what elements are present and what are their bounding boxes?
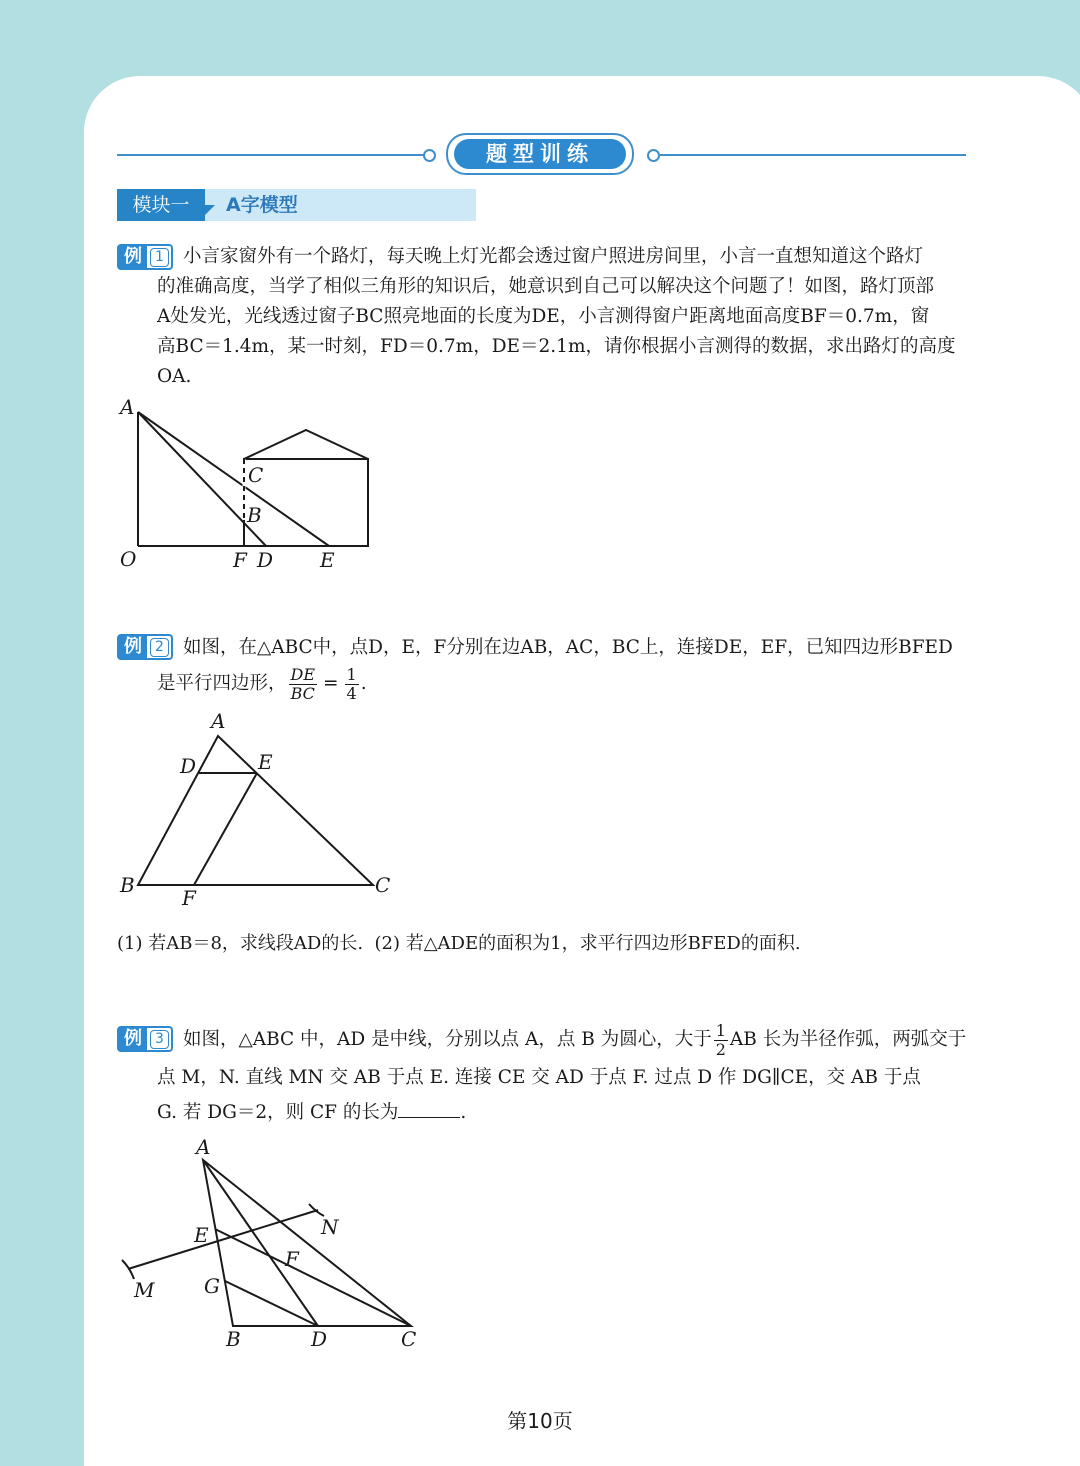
example-3-number: 3 (150, 1030, 169, 1049)
fig3-label-f: F (285, 1247, 299, 1271)
median-ad (203, 1160, 318, 1326)
segment-ef (194, 773, 257, 885)
fig2-label-c: C (375, 873, 391, 897)
module-title: A字模型 (226, 194, 298, 216)
line-ce (215, 1229, 411, 1326)
example-3-line-3 (157, 1099, 466, 1125)
header-rule-right (659, 154, 966, 156)
fig1-label-f: F (233, 548, 247, 572)
header-dot-right (647, 149, 660, 162)
fraction-one-fourth-numerator: 1 (346, 664, 357, 684)
example-2-line-2 (157, 662, 367, 706)
fig3-label-m: M (134, 1278, 155, 1302)
example-2-question: (1) 若AB＝8，求线段AD的长. (2) 若△ADE的面积为1，求平行四边形BFED的面积. (117, 933, 801, 954)
fraction-de-bc-numerator: DE (290, 664, 316, 684)
example-2-label: 例 (119, 636, 147, 658)
example-1-badge (117, 244, 173, 270)
fig1-label-c: C (248, 463, 264, 487)
fig1-label-d: D (257, 548, 274, 572)
page-number: 第10页 (507, 1409, 573, 1433)
example-1-number: 1 (150, 248, 169, 267)
arc-m (122, 1260, 134, 1279)
example-1-figure (110, 392, 390, 582)
example-1-line-2: 的准确高度，当学了相似三角形的知识后，她意识到自己可以解决这个问题了！如图，路灯顶部 (157, 276, 935, 297)
fraction-de-bc (289, 666, 318, 703)
fig3-label-g: G (204, 1274, 220, 1298)
example-1-label: 例 (119, 246, 147, 268)
example-2-line-2-end: . (360, 673, 367, 694)
example-1-line-5: OA. (157, 366, 192, 387)
example-2-figure (110, 708, 410, 913)
example-3-line-1-suffix: AB 长为半径作弧，两弧交于 (729, 1029, 967, 1050)
fig3-label-b: B (226, 1327, 241, 1351)
module-tag: 模块一 (117, 189, 205, 221)
example-1-line-4: 高BC＝1.4m，某一时刻，FD＝0.7m，DE＝2.1m，请你根据小言测得的数据，求出路灯的高度 (157, 336, 956, 357)
fig2-label-b: B (120, 873, 135, 897)
example-3-line-1-prefix: 如图，△ABC 中，AD 是中线，分别以点 A，点 B 为圆心，大于 (183, 1029, 712, 1050)
example-2-line-1: 如图，在△ABC中，点D，E，F分别在边AB，AC，BC上，连接DE，EF，已知四边形BFED (183, 637, 953, 658)
fig3-label-e: E (194, 1223, 209, 1247)
fig3-label-d: D (311, 1327, 328, 1351)
example-3-line-2: 点 M，N. 直线 MN 交 AB 于点 E. 连接 CE 交 AD 于点 F. 过点 D 作 DG∥CE，交 AB 于点 (157, 1067, 921, 1088)
fig2-label-d: D (180, 754, 197, 778)
example-3-line-3-suffix: . (460, 1102, 467, 1123)
example-1-line-1: 小言家窗外有一个路灯，每天晚上灯光都会透过窗户照进房间里，小言一直想知道这个路灯 (183, 246, 924, 267)
fig1-label-e: E (320, 548, 335, 572)
fig3-label-c: C (401, 1327, 417, 1351)
fraction-one-half-numerator: 1 (715, 1020, 726, 1040)
fig2-label-f: F (182, 886, 196, 910)
answer-blank[interactable] (398, 1099, 460, 1118)
line-dg (225, 1281, 318, 1326)
fraction-de-bc-denominator: BC (290, 683, 315, 703)
fraction-one-fourth-denominator: 4 (346, 683, 357, 703)
example-2-line-2-text: 是平行四边形， (157, 673, 287, 694)
fig3-label-n: N (321, 1215, 339, 1239)
example-2-badge (117, 634, 173, 660)
fig1-label-a: A (120, 395, 135, 419)
example-3-line-1 (183, 1018, 966, 1062)
fig2-label-a: A (211, 709, 226, 733)
header-dot-left (423, 149, 436, 162)
section-title: 题型训练 (454, 139, 626, 169)
fraction-one-half (714, 1022, 728, 1059)
example-3-badge (117, 1026, 173, 1052)
section-banner (446, 133, 634, 175)
fig1-label-b: B (247, 503, 262, 527)
fig3-label-a: A (196, 1135, 211, 1159)
example-2-number: 2 (150, 638, 169, 657)
fraction-one-fourth (345, 666, 359, 703)
header-rule-left (117, 154, 424, 156)
triangle-abc-3 (203, 1160, 411, 1326)
fig2-label-e: E (258, 750, 273, 774)
example-3-label: 例 (119, 1028, 147, 1050)
house-roof (244, 430, 368, 459)
triangle-abc (138, 736, 373, 885)
fraction-one-half-denominator: 2 (715, 1039, 726, 1059)
module-tag-tail (203, 205, 215, 217)
example-3-line-3-prefix: G. 若 DG＝2，则 CF 的长为 (157, 1102, 399, 1123)
fig1-label-o: O (120, 547, 137, 571)
fraction-equals: = (323, 673, 339, 694)
example-3-figure (110, 1132, 430, 1357)
example-1-line-3: A处发光，光线透过窗子BC照亮地面的长度为DE，小言测得窗户距离地面高度BF＝0.7m，窗 (157, 306, 930, 327)
